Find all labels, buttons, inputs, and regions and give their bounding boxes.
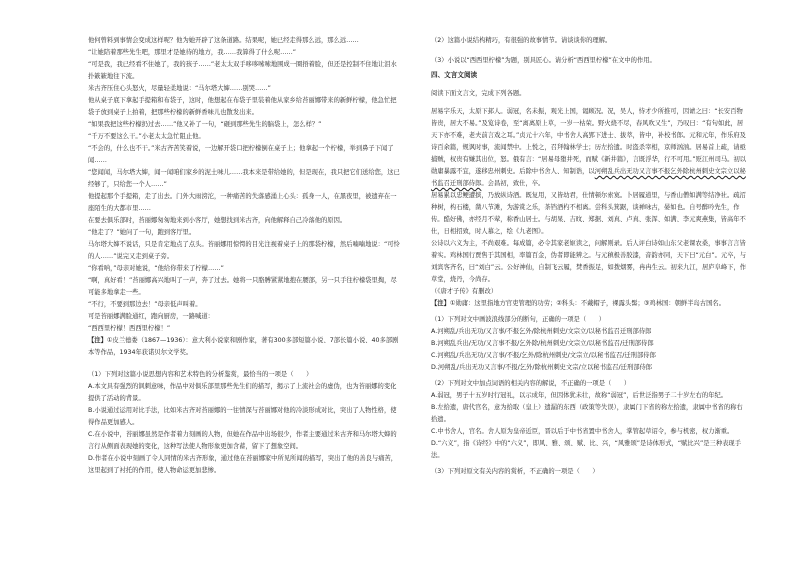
story-paragraph: 他从桌子底下拿起手提箱和布袋子，这时，他想起在布袋子里装着他从家乡给苔丽娜带来的新鲜柠檬，他急忙把袋子放到桌子上拍着，把那些柠檬的新鲜香味儿也散发出来。 bbox=[88, 97, 397, 116]
option-c: C.在小说中，苔丽娜虽然是作者着力刻画的人物，但她在作品中出场很少，作者主要通过米古齐和马尔塔大婶的言行从侧面表现她的变化，这种写法使人物形象更加含蓄，留下了想象空间。 bbox=[88, 431, 397, 450]
question-stem: （3）下列对原文有关内容的赏析，不正确的一项是（ ） bbox=[431, 468, 599, 475]
footnote-label: 【注】 bbox=[431, 300, 450, 307]
classical-question-3 bbox=[431, 466, 747, 478]
left-column bbox=[88, 35, 402, 557]
story-paragraph: “你看呐，”母亲对她说，“他给你带来了柠檬……” bbox=[88, 265, 224, 272]
wavy-underlined-text: 河朔乱兵出无功又言事不报乞外除杭州刺史文宗立以秘书监召迁刑部侍郎 bbox=[431, 168, 746, 187]
story-paragraph: “不会的，什么也不干。”米古齐苦笑着说，一边解开袋口把柠檬倒在桌子上；他拿起一个柠檬，举到鼻子下闻了闻…… bbox=[88, 145, 394, 164]
right-column bbox=[431, 35, 747, 557]
passage-text: 居易字乐天，太原下邽人。弱冠，名未振，观光上国，谒顾况。况，吴人，恃才少所推可，因谑之曰：“长安百物皆贵，居大不易。”及览诗卷，至“离离原上草，一岁一枯荣。野火烧不尽，春风吹又生”，乃叹曰：“有句如此，居天下亦不难，老夫前言戏之耳。”贞元十六年，中书舍人高郢下进士、拔萃，皆中，补校书郎。元和元年，作乐府及诗百余篇，规讽时事，流闻禁中。上悦之，召拜翰林学士；历左拾遗。时盗杀宰相，京师汹汹。居易首上疏，请亟捕贼，权贵有嫌其出位，怒。俄有言：“居易母堕井死，而赋《新井篇》，言既浮华，行不可用。”贬江州司马。初以勋庸暴露不宜，遂移忠州刺史。后除中书舍人、知制诰，以 bbox=[431, 108, 747, 175]
classical-passage bbox=[431, 106, 747, 286]
story-paragraph: “不行，不要到那边去！”母亲低声叫着。 bbox=[88, 301, 202, 308]
passage-text: 。会昌初，致仕，卒。 bbox=[481, 180, 545, 187]
story-paragraph: “他走了？”她问了一句，跑到客厅里。 bbox=[88, 229, 196, 236]
passage-footnote bbox=[431, 298, 747, 310]
option-b: B.小说通过运用对比手法，比如米古齐对苔丽娜的一往情深与苔丽娜对他的冷淡形成对比，突出了人物性格，使得作品更加感人。 bbox=[88, 407, 397, 426]
story-question-1 bbox=[88, 369, 402, 477]
story-paragraph: “可是我，我已经看不住她了，我的孩子……”老太太双手哆哆嗦嗦地围成一圈捂着脸，但还是控制不住地让泪水扑簌簌地往下流。 bbox=[88, 61, 397, 80]
story-paragraph: “如果我把这些柠檬扔过去……”他又补了一句，“砸到那些先生的脑袋上，怎么样？” bbox=[88, 121, 322, 128]
story-paragraph: “啊，真好看！”苔丽娜高兴地叫了一声，奔了过去。她将一只胳膊紧紧地抱在腰部，另一只手往柠檬袋里掏，尽可能多地拿走一些。 bbox=[88, 277, 397, 296]
section-instruction: 阅读下面文言文，完成下列各题。 bbox=[431, 90, 526, 97]
option-c: C.河朔乱/兵出无功/又言事/不报/乞外/除杭州刺史/文宗立/以秘书监召/迁刑部侍郎 bbox=[431, 352, 656, 359]
story-paragraph: “让她陪着那些先生吧，那里才是她待的地方，我……我算得了什么呢……” bbox=[88, 49, 297, 56]
question-stem: （1）下列对文中画波浪线部分的断句，正确的一项是（ ） bbox=[431, 316, 606, 323]
story-paragraph: 他何曾料到事情会变成这样呢？他为她开辟了这条道路。结果呢，她已经走得那么远，那么远…… bbox=[88, 37, 359, 44]
option-a: A.本文具有强烈的讽刺意味，作品中对俱乐部里那些先生们的描写，揭示了上流社会的虚伪，也为苔丽娜的变化提供了活动的背景。 bbox=[88, 383, 397, 402]
footnote-text: ①勋庸：这里指地方官吏管理的功劳；②科头：不戴帽子，裸露头髻；③鸡林国：朝鲜半岛古国名。 bbox=[449, 300, 725, 307]
section-title: 四、文言文阅读 bbox=[431, 71, 478, 79]
story-paragraph: 马尔塔大婶不说话，只是肯定地点了点头。苔丽娜用惊愕的目光注视着桌子上的那袋柠檬，然后喃喃地说：“可怜的人……”说完又走到桌子旁。 bbox=[88, 241, 400, 260]
passage-paragraph-3: 公诗以六义为主，不尚艰难。每成篇，必令其家老妪读之，问解则录。后人评白诗如山东父老课农桑，事事言言皆着实。鸡林国行贾售于其国相，率篇百金，伪者即能辨之。与元稹极善胶漆，音韵亦同，天下曰“元白”。元卒，与刘宾客齐名，曰“刘白”云。公好神仙，自制飞云履，焚香振足，如拨烟雾，冉冉生云。初来九江，居庐阜峰下，作草堂，烧丹，今尚存。 bbox=[431, 240, 747, 283]
passage-paragraph-2: 居易累以忠鲠遭摈，乃放纵诗酒。既复用，又皆幼君，仕情顿尔索寞。卜居履道里，与香山僧如满等结净社。疏沼种树，构石楼，凿八节滩，为游赏之乐，茶铛酒杓不相离。尝科头箕踞，谈禅咏古，晏如也。自号醉吟先生，作传。酷好佛，亦经月不荤，称香山居士。与胡杲、吉旼、郑据、刘真、卢真、张浑、如满、李元爽燕集，皆高年不仕，日相招致，时人慕之，绘《九老图》。 bbox=[431, 192, 746, 235]
story-paragraph: “西西里柠檬！西西里柠檬！” bbox=[88, 325, 171, 332]
footnote-label: 【注】 bbox=[88, 337, 107, 344]
option-d: D.作者在小说中刻画了令人同情的米古齐形象，通过他在苔丽娜家中所见所闻的描写，突出了他的善良与痛苦，这里起到了衬托的作用，使人物命运更加悲惨。 bbox=[88, 455, 398, 474]
classical-question-2 bbox=[431, 378, 747, 462]
option-a: A.弱冠，男子十五岁时行冠礼，以示成年，但因体犹未壮，故称“弱冠”，后世泛指男子二十岁左右的年纪。 bbox=[431, 392, 728, 399]
story-question-3: （3）小说以“西西里柠檬”为题，别具匠心。请分析“西西里柠檬”在文中的作用。 bbox=[431, 57, 656, 64]
option-b: B.河朔乱兵出/无功/又言事不报/乞外除/杭州刺史/文宗立/以秘书监召/迁刑部侍郎 bbox=[431, 340, 654, 347]
classical-question-1 bbox=[431, 314, 747, 374]
passage-paragraph-1 bbox=[431, 106, 747, 190]
story-paragraph: 他提起那个手提箱，走了出去。门外大雨滂沱，一种痛苦的失落感涌上心头：孤身一人，在黑夜里，被遗弃在一座陌生的大都市里…… bbox=[88, 193, 397, 212]
story-paragraph: “您闻闻，马尔塔大婶，闻一闻咱们家乡的泥土味儿……我本来是带给她的，但是现在，我只把它们送给您，这已经够了，只给您一个人……” bbox=[88, 169, 400, 188]
option-d: D.“六义”，指《诗经》中的“六义”，即风、雅、颂、赋、比、兴，“风雅颂”是诗体形式，“赋比兴”是三种表现手法。 bbox=[431, 440, 742, 459]
question-stem: （2）下列对文中加点词语的相关内容的解说，不正确的一项是（ ） bbox=[431, 380, 631, 387]
option-d: D.河朔乱/兵出无功又言事/不报/乞外/除杭州刺史文宗/立以秘书监召/迁刑部侍郎 bbox=[431, 364, 653, 371]
option-c: C.中书舍人，官名。舍人原为皇帝近臣，晋以后于中书省置中书舍人，掌管起草诏令，参与机密，权力渐重。 bbox=[431, 428, 734, 435]
story-footnote bbox=[88, 335, 402, 359]
story-paragraph: “千万不要这么干。”小老太太急忙阻止他。 bbox=[88, 133, 205, 140]
option-b: B.左拾遗，唐代官名，意为拾取（皇上）遗漏的东西（政策等失误），隶属门下省的称左拾遗，隶属中书省的称右拾遗。 bbox=[431, 404, 743, 423]
footnote-text: ①皮兰德娄（1867—1936）：意大利小说家和剧作家，著有300多部短篇小说、7部长篇小说、40多部剧本等作品，1934年获诺贝尔文学奖。 bbox=[88, 337, 399, 356]
story-text bbox=[88, 35, 402, 335]
story-question-2: （2）这篇小说结构精巧，有很强的故事情节。请谈谈你的理解。 bbox=[431, 37, 612, 44]
story-paragraph: 在要去俱乐部时，苔丽娜匆匆地来到小客厅，她想找到米古齐，向他解释自己冷落他的原因。 bbox=[88, 217, 347, 224]
question-stem: （1）下列对这篇小说思想内容和艺术特色的分析鉴赏，最恰当的一项是（ ） bbox=[88, 371, 313, 378]
story-paragraph: 米古齐压住心头怒火，尽量轻柔地说：“马尔塔大婶……别哭……” bbox=[88, 85, 271, 92]
option-a: A.河朔乱/兵出无功/又言事/不报乞外/除杭州刺史/文宗立/以秘书监召迁刑部侍郎 bbox=[431, 328, 652, 335]
story-paragraph: 可是苔丽娜满脸通红，跑向厨房，一路喊道： bbox=[88, 313, 214, 320]
passage-source: （《唐才子传》有删改） bbox=[431, 288, 498, 295]
